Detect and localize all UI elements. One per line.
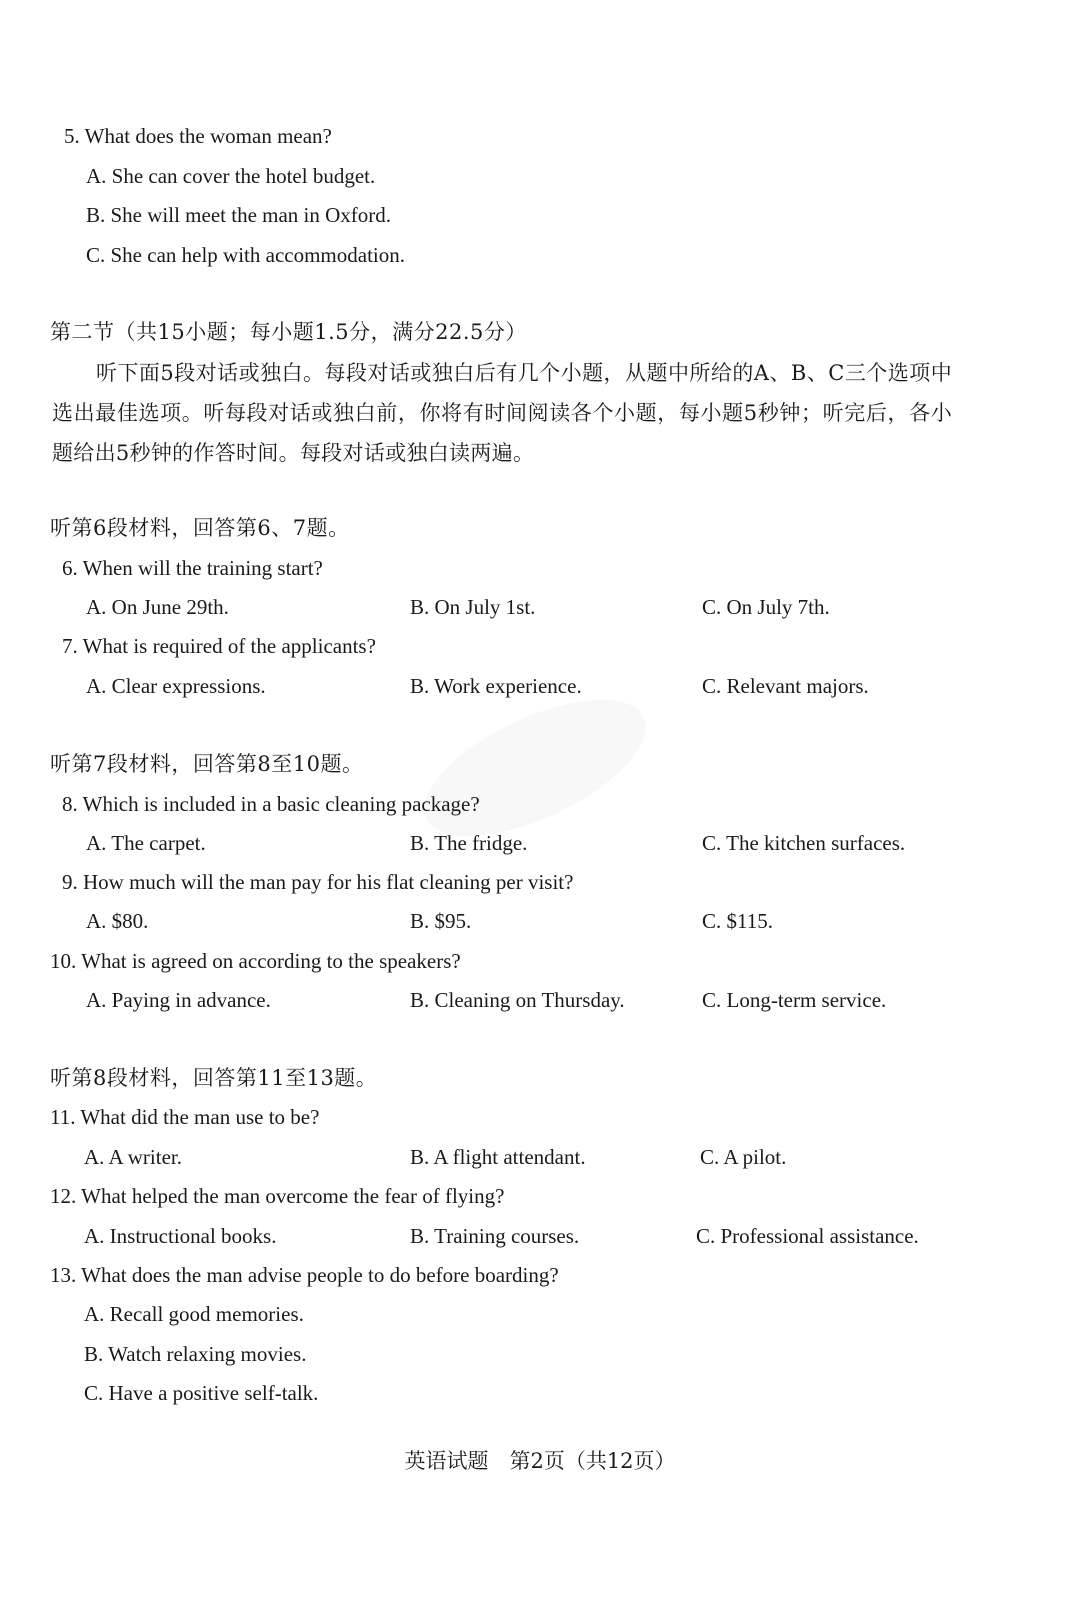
q11-option-b: B. A flight attendant. bbox=[410, 1145, 586, 1169]
q9-option-b: B. $95. bbox=[410, 909, 472, 933]
material-6-heading: 听第6段材料，回答第6、7题。 bbox=[50, 516, 350, 540]
q12-option-b: B. Training courses. bbox=[410, 1224, 580, 1248]
question-9: 9. How much will the man pay for his flat cleaning per visit? bbox=[62, 870, 574, 894]
q13-option-a: A. Recall good memories. bbox=[84, 1302, 304, 1326]
q9-option-c: C. $115. bbox=[702, 909, 773, 933]
q6-option-b: B. On July 1st. bbox=[410, 595, 536, 619]
q13-option-c: C. Have a positive self-talk. bbox=[84, 1381, 319, 1405]
q7-option-c: C. Relevant majors. bbox=[702, 674, 869, 698]
question-5: 5. What does the woman mean? bbox=[64, 124, 332, 148]
q8-option-c: C. The kitchen surfaces. bbox=[702, 831, 906, 855]
material-7-heading: 听第7段材料，回答第8至10题。 bbox=[50, 752, 364, 776]
question-7: 7. What is required of the applicants? bbox=[62, 634, 376, 658]
q8-option-b: B. The fridge. bbox=[410, 831, 528, 855]
q10-option-a: A. Paying in advance. bbox=[86, 988, 271, 1012]
q12-option-a: A. Instructional books. bbox=[84, 1224, 277, 1248]
question-11: 11. What did the man use to be? bbox=[50, 1105, 320, 1129]
section-2-heading: 第二节（共15小题；每小题1.5分，满分22.5分） bbox=[50, 320, 527, 344]
q10-option-c: C. Long-term service. bbox=[702, 988, 887, 1012]
section-2-instructions: 听下面5段对话或独白。每段对话或独白后有几个小题，从题中所给的A、B、C三个选项中选出最佳选项。听每段对话或独白前，你将有时间阅读各个小题，每小题5秒钟；听完后，各小题给出5秒钟的作答时间。每段对话或独白读两遍。 bbox=[52, 361, 952, 465]
q5-option-b: B. She will meet the man in Oxford. bbox=[86, 203, 392, 227]
q9-option-a: A. $80. bbox=[86, 909, 149, 933]
q13-option-b: B. Watch relaxing movies. bbox=[84, 1342, 307, 1366]
material-8-heading: 听第8段材料，回答第11至13题。 bbox=[50, 1066, 378, 1090]
q8-option-a: A. The carpet. bbox=[86, 831, 206, 855]
question-13: 13. What does the man advise people to do before boarding? bbox=[50, 1263, 559, 1287]
question-6: 6. When will the training start? bbox=[62, 556, 323, 580]
q10-option-b: B. Cleaning on Thursday. bbox=[410, 988, 625, 1012]
q6-option-c: C. On July 7th. bbox=[702, 595, 830, 619]
q7-option-b: B. Work experience. bbox=[410, 674, 582, 698]
q11-option-a: A. A writer. bbox=[84, 1145, 182, 1169]
q12-option-c: C. Professional assistance. bbox=[696, 1224, 919, 1248]
question-10: 10. What is agreed on according to the speakers? bbox=[50, 949, 461, 973]
q5-option-c: C. She can help with accommodation. bbox=[86, 243, 406, 267]
question-8: 8. Which is included in a basic cleaning package? bbox=[62, 792, 480, 816]
page-footer: 英语试题 第2页（共12页） bbox=[404, 1449, 676, 1473]
q7-option-a: A. Clear expressions. bbox=[86, 674, 266, 698]
question-12: 12. What helped the man overcome the fear of flying? bbox=[50, 1184, 505, 1208]
q6-option-a: A. On June 29th. bbox=[86, 595, 229, 619]
q5-option-a: A. She can cover the hotel budget. bbox=[86, 164, 376, 188]
q11-option-c: C. A pilot. bbox=[700, 1145, 787, 1169]
